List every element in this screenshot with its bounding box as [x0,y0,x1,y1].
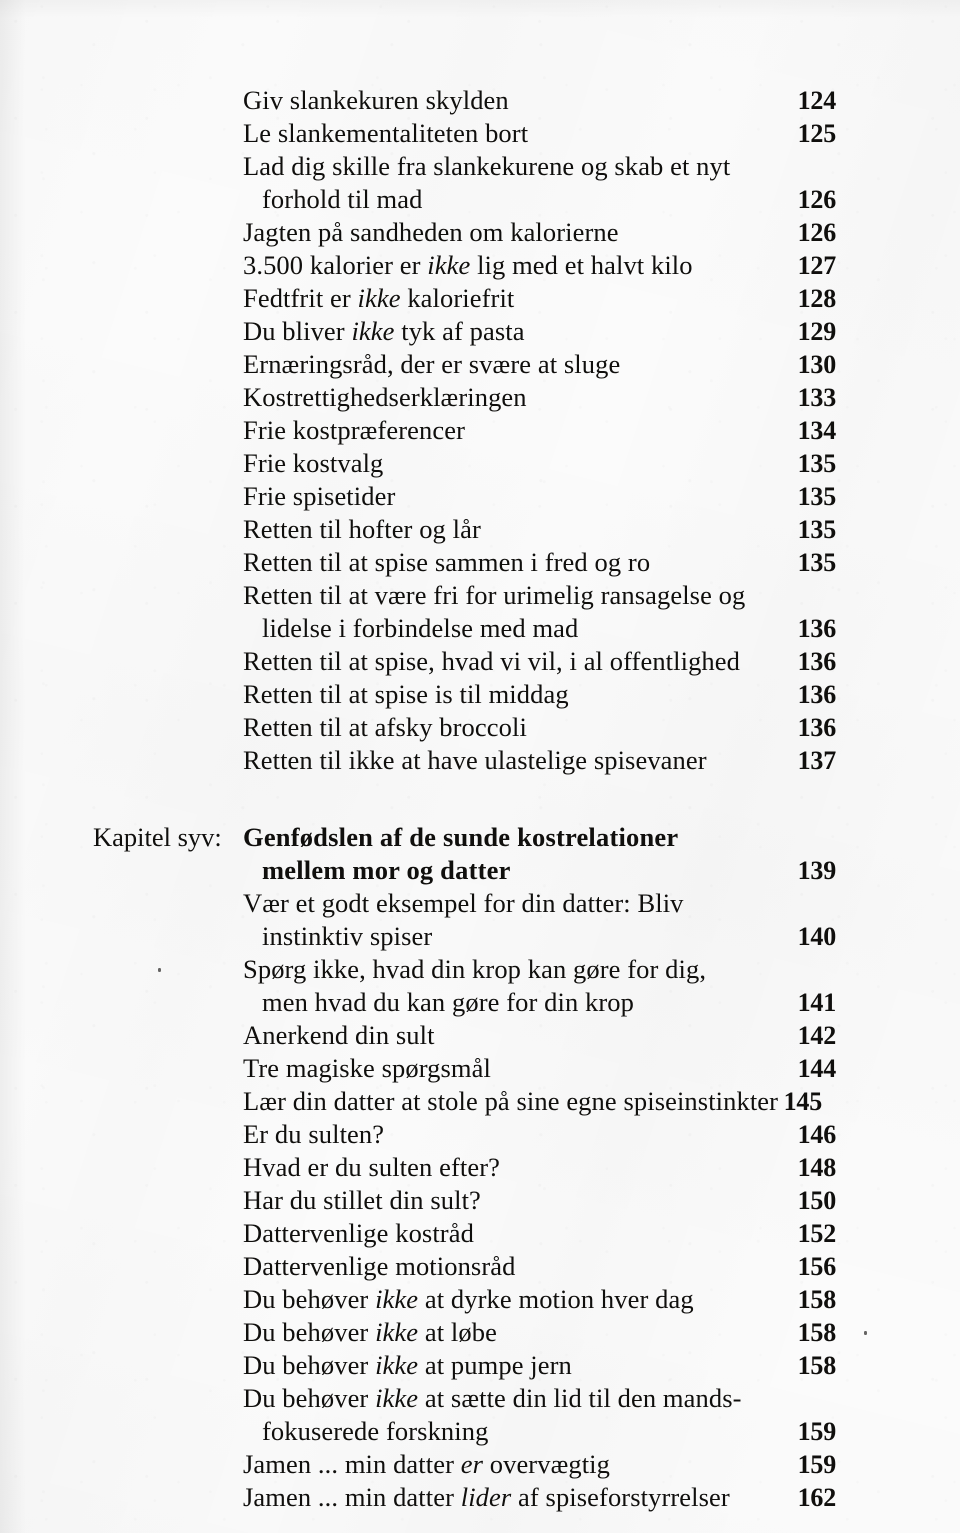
toc-entry-line[interactable] [0,854,960,887]
toc-entry-label: Retten til at spise sammen i fred og ro [243,547,651,577]
toc-entry-line[interactable] [0,117,960,150]
toc-entry-line[interactable] [0,1052,960,1085]
toc-page-number: 135 [797,548,836,577]
toc-page-number: 159 [797,1417,836,1446]
toc-entry-label: Retten til at afsky broccoli [243,712,527,742]
toc-entry-label: Hvad er du sulten efter? [243,1152,500,1182]
toc-entry-line[interactable] [0,887,960,920]
toc-entry-label: Vær et godt eksempel for din datter: Bliv [243,888,684,918]
toc-page-number: 126 [797,185,836,214]
toc-entry-label: Retten til at spise is til middag [243,679,569,709]
toc-entry-line[interactable] [0,447,960,480]
toc-entry-label: Du behøver ikke at dyrke motion hver dag [243,1284,694,1314]
toc-entry-label: Du behøver ikke at pumpe jern [243,1350,572,1380]
toc-entry-line[interactable] [0,183,960,216]
toc-entry-label: Frie kostpræferencer [243,415,466,445]
toc-entry-line[interactable] [0,480,960,513]
toc-entry-line[interactable] [0,579,960,612]
toc-page-number: 148 [797,1153,836,1182]
toc-page-number: 158 [797,1285,836,1314]
toc-entry-emphasis: lider [460,1482,512,1512]
toc-entry-line[interactable] [0,249,960,282]
toc-page-number: 135 [797,449,836,478]
toc-entry-label: Du behøver ikke at løbe [243,1317,497,1347]
toc-entry-line[interactable] [0,1415,960,1448]
toc-entry-label: Lær din datter at stole på sine egne spiseinstinkter [243,1086,779,1116]
toc-entry-line[interactable] [0,1118,960,1151]
toc-page-number: 128 [797,284,836,313]
toc-entry-line[interactable] [0,315,960,348]
toc-page-number: 159 [797,1450,836,1479]
toc-entry-label: Retten til at være fri for urimelig ransagelse og [243,580,746,610]
toc-entry-label: Genfødslen af de sunde kostrelationer [243,822,679,852]
toc-page-number: 136 [797,680,836,709]
toc-entry-label: Frie spisetider [243,481,396,511]
toc-page-number: 137 [797,746,836,775]
toc-page-number: 126 [797,218,836,247]
toc-entry-line[interactable] [0,1019,960,1052]
toc-page-number: 133 [797,383,836,412]
toc-entry-line[interactable] [0,1184,960,1217]
toc-entry-emphasis: ikke [351,316,395,346]
toc-page-number: 140 [797,922,836,951]
toc-entry-label: Dattervenlige motionsråd [243,1251,516,1281]
section-gap [0,777,960,821]
toc-entry-line[interactable] [0,348,960,381]
toc-entry-line[interactable] [0,150,960,183]
toc-entry-line[interactable] [0,1481,960,1514]
toc-entry-line[interactable] [0,414,960,447]
toc-entry-label: Retten til hofter og lår [243,514,481,544]
toc-entry-label: men hvad du kan gøre for din krop [262,987,634,1017]
toc-entry-emphasis: ikke [375,1350,419,1380]
toc-page-number: 139 [797,856,836,885]
toc-entry-label: Fedtfrit er ikke kaloriefrit [243,283,515,313]
toc-page-number: 141 [797,988,836,1017]
toc-entry-label: Du behøver ikke at sætte din lid til den mands- [243,1383,742,1413]
toc-page-number: 145 [783,1087,822,1116]
toc-entry-line[interactable] [0,920,960,953]
toc-entry-label: Jagten på sandheden om kalorierne [243,217,619,247]
toc-entry-label: forhold til mad [262,184,423,214]
toc-entry-line[interactable] [0,821,960,854]
toc-entry-line[interactable] [0,744,960,777]
toc-entry-label: Retten til ikke at have ulastelige spisevaner [243,745,707,775]
toc-entry-line[interactable] [0,1151,960,1184]
toc-entry-emphasis: ikke [357,283,401,313]
toc-page-number: 135 [797,515,836,544]
toc-entry-label: Lad dig skille fra slankekurene og skab et nyt [243,151,731,181]
toc-entry-line[interactable] [0,513,960,546]
toc-page-number: 152 [797,1219,836,1248]
toc-entry-line[interactable] [0,711,960,744]
toc-section [0,821,960,1514]
toc-page-number: 156 [797,1252,836,1281]
toc-entry-line[interactable] [0,1085,960,1118]
toc-entry-line[interactable] [0,282,960,315]
toc-entry-emphasis: ikke [375,1284,419,1314]
toc-entry-label: Anerkend din sult [243,1020,435,1050]
toc-entry-line[interactable] [0,216,960,249]
toc-entry-emphasis: ikke [375,1317,419,1347]
toc-entry-line[interactable] [0,645,960,678]
toc-entry-label: Du bliver ikke tyk af pasta [243,316,525,346]
toc-entry-emphasis: er [460,1449,484,1479]
toc-entry-line[interactable] [0,612,960,645]
toc-entry-label: Jamen ... min datter lider af spiseforstyrrelser [243,1482,730,1512]
chapter-label: Kapitel syv: [93,822,222,852]
page-top-shadow [0,0,960,18]
toc-entry-label: Frie kostvalg [243,448,384,478]
toc-page-number: 136 [797,647,836,676]
toc-page-number: 144 [797,1054,836,1083]
toc-page-number: 142 [797,1021,836,1050]
toc-entry-label: Er du sulten? [243,1119,385,1149]
toc-entry-line[interactable] [0,1217,960,1250]
toc-page-number: 136 [797,713,836,742]
toc-page-number: 127 [797,251,836,280]
toc-entry-label: Tre magiske spørgsmål [243,1053,491,1083]
toc-entry-line[interactable] [0,381,960,414]
toc-entry-label: mellem mor og datter [262,855,511,885]
toc-page-number: 135 [797,482,836,511]
toc-entry-label: Retten til at spise, hvad vi vil, i al offentlighed [243,646,740,676]
toc-entry-emphasis: ikke [427,250,471,280]
toc-page-number: 125 [797,119,836,148]
toc-entry-label: Ernæringsråd, der er svære at sluge [243,349,621,379]
toc-page-number: 146 [797,1120,836,1149]
toc-entry-line[interactable] [0,1382,960,1415]
toc-entry-label: Kostrettighedserklæringen [243,382,527,412]
toc-entry-label: Spørg ikke, hvad din krop kan gøre for dig, [243,954,707,984]
toc-entry-line[interactable] [0,953,960,986]
toc-page-number: 158 [797,1318,836,1347]
toc-entry-line[interactable] [0,1316,960,1349]
toc-entry-line[interactable] [0,546,960,579]
toc-entry-label: 3.500 kalorier er ikke lig med et halvt kilo [243,250,693,280]
toc-entry-label: lidelse i forbindelse med mad [262,613,579,643]
toc-page-number: 129 [797,317,836,346]
toc-entry-line[interactable] [0,1448,960,1481]
toc-entry-label: instinktiv spiser [262,921,433,951]
toc-entry-line[interactable] [0,1283,960,1316]
toc-page-number: 136 [797,614,836,643]
toc-entry-label: Dattervenlige kostråd [243,1218,474,1248]
toc-entry-label: Le slankementaliteten bort [243,118,529,148]
toc-entry-line[interactable] [0,84,960,117]
toc-page-number: 162 [797,1483,836,1512]
toc-page-number: 158 [797,1351,836,1380]
toc-entry-line[interactable] [0,1349,960,1382]
toc-section [0,84,960,777]
toc-entry-label: Jamen ... min datter er overvægtig [243,1449,610,1479]
toc-entry-label: Giv slankekuren skylden [243,85,509,115]
toc-page-number: 134 [797,416,836,445]
toc-entry-line[interactable] [0,1250,960,1283]
toc-page-number: 124 [797,86,836,115]
toc-entry-line[interactable] [0,986,960,1019]
toc-page-number: 130 [797,350,836,379]
toc-entry-line[interactable] [0,678,960,711]
toc-entry-emphasis: ikke [375,1383,419,1413]
toc-entry-label: Har du stillet din sult? [243,1185,481,1215]
toc-page-number: 150 [797,1186,836,1215]
table-of-contents [0,84,960,1514]
toc-entry-label: fokuserede forskning [262,1416,489,1446]
